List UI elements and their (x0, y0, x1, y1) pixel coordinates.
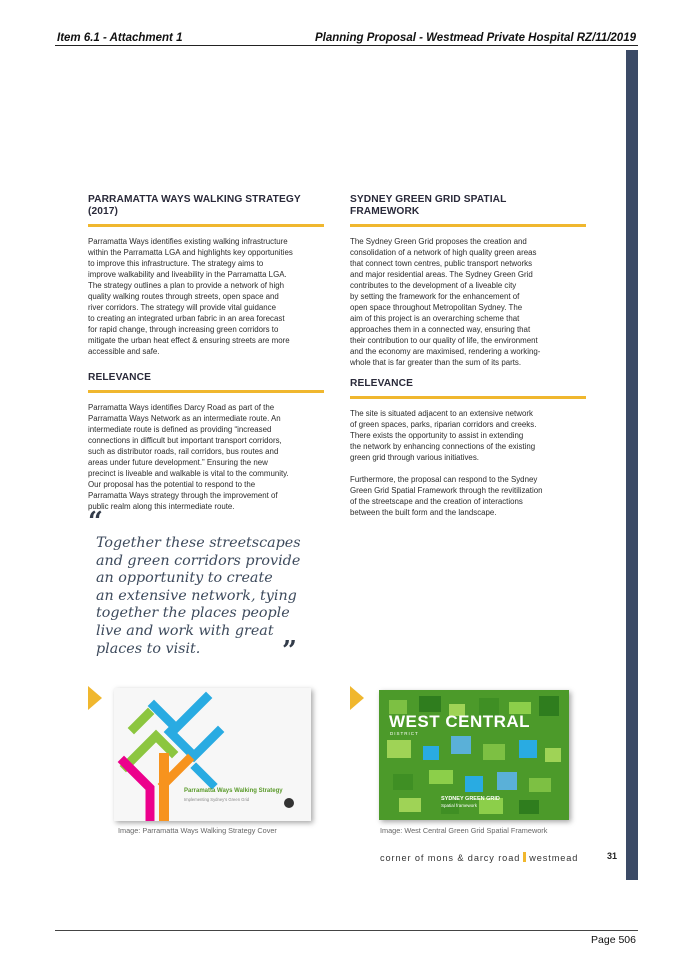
right-heading (350, 194, 586, 218)
body-line: precinct is liveable and walkable is vital to the community. (88, 469, 289, 478)
body-line: Green Grid Spatial Framework through the revitilization (350, 486, 543, 495)
header-rule (55, 45, 638, 46)
brand-divider (523, 852, 526, 862)
body-line: their contribution to our quality of life, the environment (350, 336, 538, 345)
left-heading-line: PARRAMATTA WAYS WALKING STRATEGY (88, 194, 301, 205)
quote-line: an extensive network, tying (96, 587, 297, 604)
body-line: contributes to the development of a liveable city (350, 281, 517, 290)
body-line: and major residential areas. The Sydney Green Grid (350, 270, 533, 279)
body-line: the network by enhancing connections of the existing (350, 442, 536, 451)
body-line: Parramatta Ways Network as an intermediate route. An (88, 414, 281, 423)
heading-rule (88, 224, 324, 227)
body-line: to creating an integrated urban fabric in an area forecast (88, 314, 285, 323)
quote-line: Together these streetscapes (96, 535, 301, 551)
quote-line: and green corridors provide (96, 552, 301, 569)
header-document-title: Planning Proposal - Westmead Private Hospital RZ/11/2019 (314, 32, 636, 44)
body-line: areas under future development.” Ensuring the new (88, 458, 268, 467)
body-line: of green spaces, parks, riparian corridors and creeks. (350, 420, 537, 429)
body-line: Parramatta Ways identifies Darcy Road as part of the (88, 403, 275, 412)
right-relevance-heading: RELEVANCE (350, 378, 413, 389)
body-line: for rapid change, through increasing green corridors to (88, 325, 279, 334)
heading-rule (350, 224, 586, 227)
header-attachment-label: Item 6.1 - Attachment 1 (57, 32, 183, 44)
body-line: The site is situated adjacent to an extensive network (350, 409, 533, 418)
body-line: intermediate route is defined as providing “increased (88, 425, 272, 434)
left-image-caption: Image: Parramatta Ways Walking Strategy Cover (118, 826, 277, 835)
cover-subtitle: DISTRICT (390, 731, 419, 736)
inner-page-number: 31 (607, 851, 618, 861)
body-line: of the streetscape and the creation of interactions (350, 497, 523, 506)
body-line: consolidation of a network of high quality green areas (350, 248, 537, 257)
body-line: by setting the framework for the enhancement of (350, 292, 520, 301)
page-label: Page 506 (591, 934, 636, 946)
parramatta-ways-cover-image (114, 688, 311, 821)
close-quote-icon: ” (282, 636, 297, 666)
body-line: approaches them in a connected way, ensuring that (350, 325, 531, 334)
body-line: aim of this project is an overarching scheme that (350, 314, 520, 323)
quote-line: an opportunity to create (96, 570, 273, 587)
body-line: within the Parramatta LGA and highlights key opportunities (88, 248, 293, 257)
body-line: river corridors. The strategy will provide vital guidance (88, 303, 276, 312)
body-line: There exists the opportunity to assist in extending (350, 431, 524, 440)
body-line: connections in difficult but important transport corridors, (88, 436, 282, 445)
right-heading-line: SYDNEY GREEN GRID SPATIAL (350, 194, 507, 205)
body-line: Furthermore, the proposal can respond to the Sydney (350, 475, 538, 484)
navy-side-bar (626, 50, 638, 880)
body-line: quality walking routes through streets, open space and (88, 292, 279, 301)
quote-line: together the places people (96, 605, 290, 622)
west-central-cover-image (379, 690, 569, 820)
body-line: to improve this infrastructure. The strategy aims to (88, 259, 264, 268)
yellow-arrow-icon (350, 686, 364, 710)
left-body (88, 236, 324, 357)
footer-rule (55, 930, 638, 931)
body-line: between the built form and the landscape. (350, 508, 497, 517)
yellow-arrow-icon (88, 686, 102, 710)
left-column (88, 194, 324, 512)
right-relevance-body (350, 408, 586, 518)
body-line: The strategy outlines a plan to provide a network of high (88, 281, 285, 290)
right-column (350, 194, 586, 518)
right-image-caption: Image: West Central Green Grid Spatial Framework (380, 826, 548, 835)
body-line: Our proposal has the potential to respond to the (88, 480, 256, 489)
brand-text: westmead (529, 853, 579, 863)
right-heading-line: FRAMEWORK (350, 206, 420, 217)
left-heading (88, 194, 324, 218)
cover-subtitle: Implementing Sydney’s Green Grid (184, 797, 250, 802)
brand-text: corner of mons & darcy road (380, 853, 521, 863)
cover-title: WEST CENTRAL (389, 712, 531, 731)
body-line: and the economy are maximised, rendering a working- (350, 347, 541, 356)
right-body (350, 236, 586, 368)
footer-brand (380, 852, 578, 863)
left-relevance-heading: RELEVANCE (88, 372, 151, 383)
body-line: green grid through various initiatives. (350, 453, 479, 462)
body-line: The Sydney Green Grid proposes the creation and (350, 237, 527, 246)
body-line: improve walkability and liveability in the Parramatta LGA. (88, 270, 287, 279)
left-heading-line: (2017) (88, 206, 119, 217)
heading-rule (350, 396, 586, 399)
body-line: accessible and safe. (88, 347, 160, 356)
heading-rule (88, 390, 324, 393)
cover-tag: SYDNEY GREEN GRID (441, 796, 500, 802)
body-line: such as distributor roads, rail corridors, bus routes and (88, 447, 279, 456)
body-line: whole that is far greater than the sum of its parts. (350, 358, 522, 367)
cover-tag: Spatial framework (441, 803, 478, 808)
body-line: open space throughout Metropolitan Sydney. The (350, 303, 523, 312)
body-line: public realm along this intermediate route. (88, 502, 235, 511)
quote-line: live and work with great (96, 622, 274, 639)
cover-title: Parramatta Ways Walking Strategy (184, 788, 283, 794)
council-logo-icon (284, 798, 294, 808)
left-relevance-body (88, 402, 324, 512)
quote-line: places to visit. (96, 640, 201, 657)
body-line: that connect town centres, public transport networks (350, 259, 533, 268)
body-line: mitigate the urban heat effect & ensuring streets are more (88, 336, 290, 345)
body-line: Parramatta Ways identifies existing walking infrastructure (88, 237, 288, 246)
open-quote-icon: “ (88, 507, 103, 537)
body-line: Parramatta Ways strategy through the improvement of (88, 491, 278, 500)
